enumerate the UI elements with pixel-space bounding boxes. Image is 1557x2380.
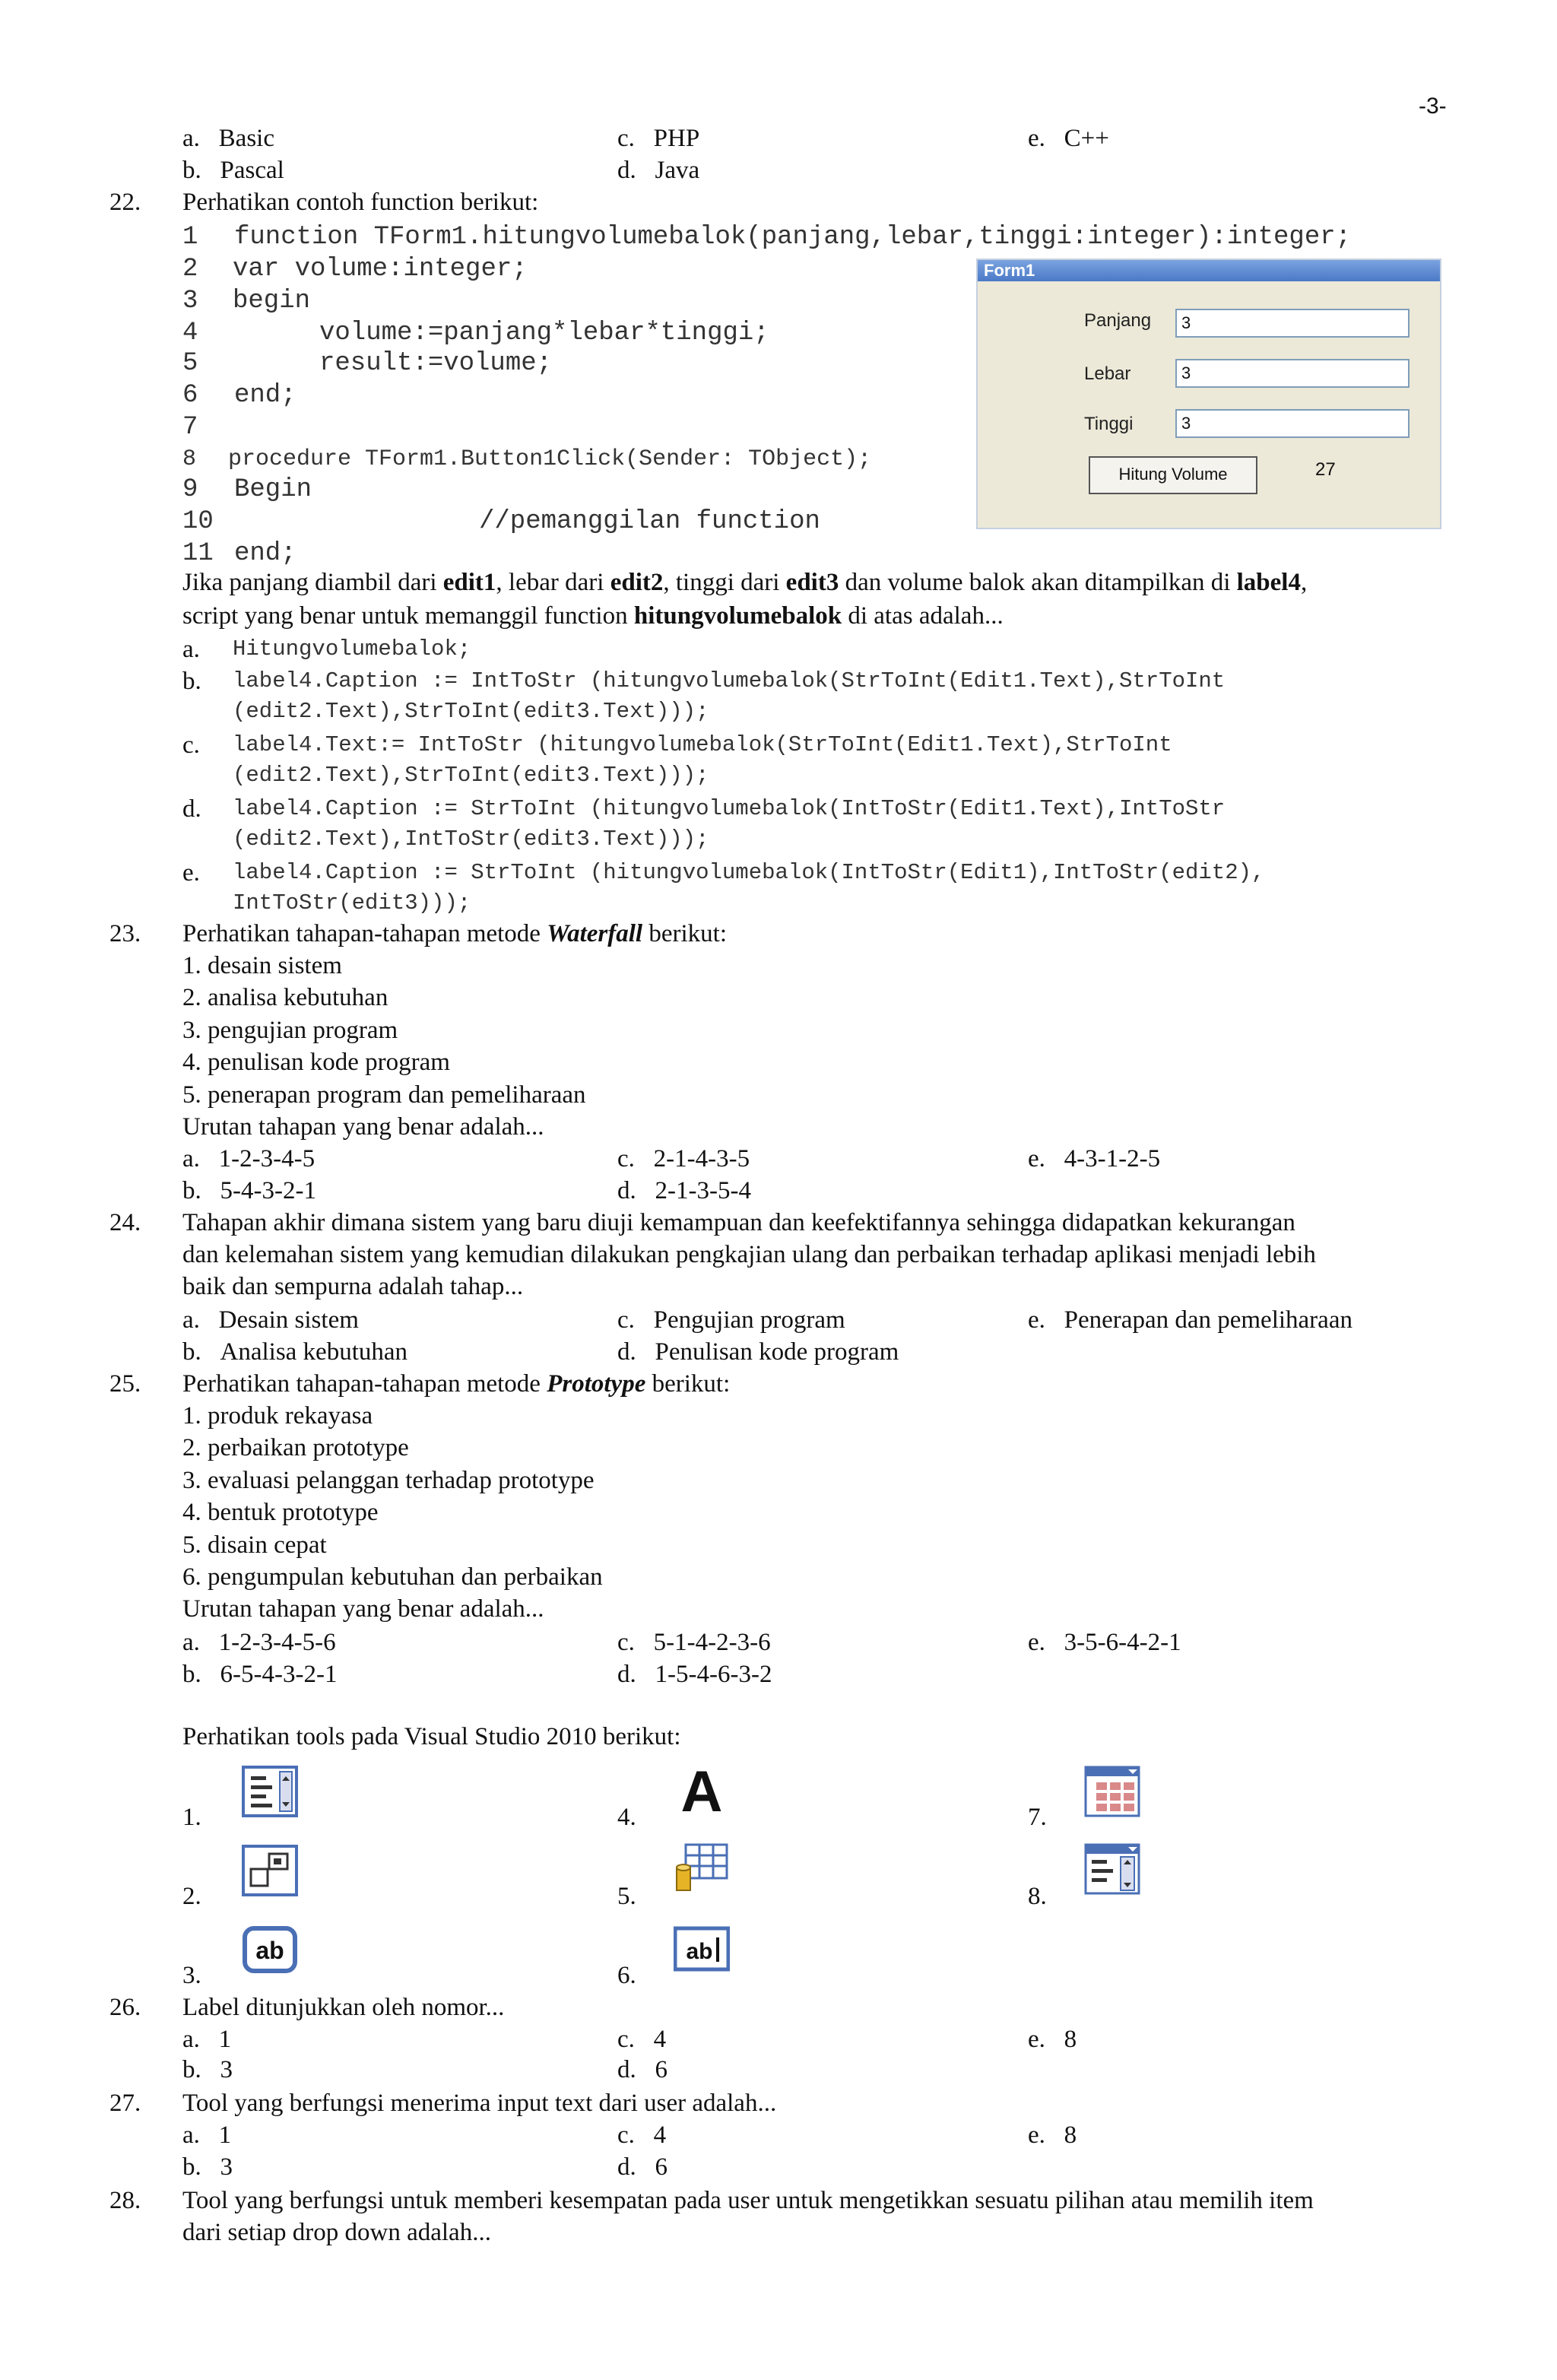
form1-titlebar: Form1 — [978, 260, 1440, 281]
q26-stem: Label ditunjukkan oleh nomor... — [182, 1994, 505, 2021]
q25-list-item: 2. perbaikan prototype — [182, 1434, 409, 1462]
code-line-text: end; — [234, 539, 296, 568]
tinggi-edit[interactable]: 3 — [1175, 409, 1410, 438]
q27-option-d: d. 6 — [617, 2153, 668, 2181]
q21-option-a: a. Basic — [182, 125, 274, 152]
tools-intro: Perhatikan tools pada Visual Studio 2010 berikut: — [182, 1723, 681, 1750]
datagridview-icon — [1084, 1766, 1140, 1817]
q22-option-letter: b. — [182, 668, 201, 695]
groupbox-icon — [242, 1845, 298, 1896]
code-line-text: var volume:integer; — [233, 255, 528, 284]
panjang-label: Panjang — [1084, 310, 1152, 331]
code-line-number: 3 — [182, 287, 198, 316]
q22-option-code: label4.Caption := StrToInt (hitungvolumebalok(IntToStr(Edit1.Text),IntToStr — [233, 796, 1226, 821]
code-line-text: procedure TForm1.Button1Click(Sender: TObject); — [228, 446, 872, 472]
q23-option-c: c. 2-1-4-3-5 — [617, 1145, 750, 1173]
q24-number: 24. — [109, 1209, 141, 1236]
q27-option-a: a. 1 — [182, 2121, 232, 2149]
code-line-number: 4 — [182, 319, 198, 347]
q23-list-item: 5. penerapan program dan pemeliharaan — [182, 1081, 586, 1109]
tool-number-2: 2. — [182, 1883, 201, 1910]
q22-option-letter: c. — [182, 731, 200, 759]
q22-option-code: Hitungvolumebalok; — [233, 636, 471, 662]
tinggi-label: Tinggi — [1084, 414, 1134, 434]
q28-line1: Tool yang berfungsi untuk memberi kesempatan pada user untuk mengetikkan sesuatu pilihan atau memilih item — [182, 2187, 1314, 2214]
code-line-number: 1 — [182, 223, 198, 252]
form1-window — [976, 259, 1441, 529]
q24-option-b: b. Analisa kebutuhan — [182, 1338, 408, 1366]
q25-list-item: 5. disain cepat — [182, 1531, 327, 1559]
q24-line1: Tahapan akhir dimana sistem yang baru diuji kemampuan dan keefektifannya sehingga didapatkan kekurangan — [182, 1209, 1295, 1236]
q22-option-code: label4.Text:= IntToStr (hitungvolumebalok(StrToInt(Edit1.Text),StrToInt — [233, 732, 1172, 757]
q27-stem: Tool yang berfungsi menerima input text dari user adalah... — [182, 2090, 777, 2117]
code-line-text: //pemanggilan function — [479, 507, 820, 536]
q24-option-e: e. Penerapan dan pemeliharaan — [1028, 1306, 1352, 1334]
code-line-number: 7 — [182, 413, 198, 442]
svg-text:ab: ab — [255, 1937, 284, 1964]
q21-option-b: b. Pascal — [182, 157, 284, 184]
q23-number: 23. — [109, 920, 141, 947]
code-line-number: 11 — [182, 539, 214, 568]
tool-number-3: 3. — [182, 1962, 201, 1989]
q23-option-b: b. 5-4-3-2-1 — [182, 1177, 316, 1204]
q25-option-d: d. 1-5-4-6-3-2 — [617, 1661, 772, 1688]
tool-number-8: 8. — [1028, 1883, 1047, 1910]
q26-option-c: c. 4 — [617, 2026, 667, 2053]
q27-number: 27. — [109, 2090, 141, 2117]
q22-option-code: (edit2.Text),IntToStr(edit3.Text))); — [233, 827, 709, 852]
q22-option-code: (edit2.Text),StrToInt(edit3.Text))); — [233, 763, 709, 788]
q25-option-a: a. 1-2-3-4-5-6 — [182, 1629, 336, 1656]
q26-option-d: d. 6 — [617, 2056, 668, 2083]
q25-number: 25. — [109, 1370, 141, 1398]
q25-option-b: b. 6-5-4-3-2-1 — [182, 1661, 338, 1688]
q26-option-a: a. 1 — [182, 2026, 232, 2053]
q23-stem: Perhatikan tahapan-tahapan metode Waterfall berikut: — [182, 920, 728, 947]
q22-option-letter: d. — [182, 795, 201, 823]
q25-list-item: 1. produk rekayasa — [182, 1402, 373, 1430]
code-line-number: 10 — [182, 507, 214, 536]
panjang-edit[interactable]: 3 — [1175, 309, 1410, 338]
q24-line3: baik dan sempurna adalah tahap... — [182, 1273, 524, 1300]
q25-option-c: c. 5-1-4-2-3-6 — [617, 1629, 771, 1656]
result-label: 27 — [1315, 459, 1336, 480]
q22-number: 22. — [109, 189, 141, 216]
q28-number: 28. — [109, 2187, 141, 2214]
code-line-number: 9 — [182, 475, 198, 504]
q24-line2: dan kelemahan sistem yang kemudian dilakukan pengkajian ulang dan perbaikan terhadap aplikasi menjadi lebih — [182, 1241, 1316, 1268]
q25-list-item: 3. evaluasi pelanggan terhadap prototype — [182, 1466, 595, 1494]
q22-option-letter: a. — [182, 636, 200, 663]
q23-option-d: d. 2-1-3-5-4 — [617, 1177, 751, 1204]
q25-list-item: 4. bentuk prototype — [182, 1499, 379, 1527]
code-line-text: result:=volume; — [319, 349, 553, 378]
tool-number-7: 7. — [1028, 1804, 1047, 1831]
q21-option-e: e. C++ — [1028, 125, 1109, 152]
q22-question-line1: Jika panjang diambil dari edit1, lebar dari edit2, tinggi dari edit3 dan volume balok akan ditampilkan di label4, — [182, 569, 1308, 596]
q25-list-item: 6. pengumpulan kebutuhan dan perbaikan — [182, 1563, 603, 1591]
q22-question-line2: script yang benar untuk memanggil function hitungvolumebalok di atas adalah... — [182, 602, 1004, 630]
code-line-number: 2 — [182, 255, 198, 284]
q24-option-c: c. Pengujian program — [617, 1306, 845, 1334]
tool-number-5: 5. — [617, 1883, 636, 1910]
textbox-icon — [674, 1922, 730, 1974]
svg-text:A: A — [680, 1763, 723, 1814]
q26-option-b: b. 3 — [182, 2056, 233, 2083]
q24-option-d: d. Penulisan kode program — [617, 1338, 899, 1366]
code-line-number: 5 — [182, 349, 198, 378]
q23-list-item: 1. desain sistem — [182, 952, 342, 979]
svg-text:ab: ab — [686, 1939, 713, 1964]
hitung-volume-button[interactable]: Hitung Volume — [1089, 456, 1257, 494]
button-icon — [242, 1924, 298, 1975]
q21-option-d: d. Java — [617, 157, 700, 184]
code-line-text: Begin — [234, 475, 312, 504]
tool-number-6: 6. — [617, 1962, 636, 1989]
q23-option-a: a. 1-2-3-4-5 — [182, 1145, 316, 1173]
tool-number-1: 1. — [182, 1804, 201, 1831]
q25-option-e: e. 3-5-6-4-2-1 — [1028, 1629, 1181, 1656]
code-line-text: volume:=panjang*lebar*tinggi; — [319, 319, 769, 347]
q28-line2: dari setiap drop down adalah... — [182, 2219, 491, 2246]
q21-option-c: c. PHP — [617, 125, 700, 152]
q27-option-c: c. 4 — [617, 2121, 667, 2149]
q23-list-item: 3. pengujian program — [182, 1016, 398, 1044]
q22-stem: Perhatikan contoh function berikut: — [182, 189, 539, 216]
q25-stem: Perhatikan tahapan-tahapan metode Prototype berikut: — [182, 1370, 731, 1398]
datasource-icon — [674, 1842, 730, 1893]
q24-option-a: a. Desain sistem — [182, 1306, 359, 1334]
q23-list-item: 2. analisa kebutuhan — [182, 984, 388, 1012]
q22-option-code: label4.Caption := StrToInt (hitungvolumebalok(IntToStr(Edit1),IntToStr(edit2), — [233, 860, 1265, 885]
lebar-edit[interactable]: 3 — [1175, 359, 1410, 388]
q23-option-e: e. 4-3-1-2-5 — [1028, 1145, 1161, 1173]
code-line-text: end; — [234, 381, 296, 410]
q26-option-e: e. 8 — [1028, 2026, 1077, 2053]
q27-option-e: e. 8 — [1028, 2121, 1077, 2149]
q22-option-code: IntToStr(edit3))); — [233, 890, 471, 916]
q23-list-item: 4. penulisan kode program — [182, 1049, 450, 1077]
lebar-label: Lebar — [1084, 363, 1131, 384]
q23-ask: Urutan tahapan yang benar adalah... — [182, 1113, 544, 1141]
code-line-number: 8 — [182, 446, 197, 472]
code-line-number: 6 — [182, 381, 198, 410]
q27-option-b: b. 3 — [182, 2153, 233, 2181]
q25-ask: Urutan tahapan yang benar adalah... — [182, 1595, 544, 1623]
q26-number: 26. — [109, 1994, 141, 2021]
combobox-icon — [1084, 1843, 1140, 1895]
code-line-text: begin — [233, 287, 311, 316]
q22-option-code: label4.Caption := IntToStr (hitungvolumebalok(StrToInt(Edit1.Text),StrToInt — [233, 668, 1226, 693]
page-number: -3- — [1419, 94, 1447, 119]
code-line-text: function TForm1.hitungvolumebalok(panjang,lebar,tinggi:integer):integer; — [234, 223, 1352, 252]
listbox-icon — [242, 1766, 298, 1817]
q22-option-code: (edit2.Text),StrToInt(edit3.Text))); — [233, 699, 709, 724]
label-icon — [674, 1763, 730, 1814]
q22-option-letter: e. — [182, 859, 200, 887]
tool-number-4: 4. — [617, 1804, 636, 1831]
